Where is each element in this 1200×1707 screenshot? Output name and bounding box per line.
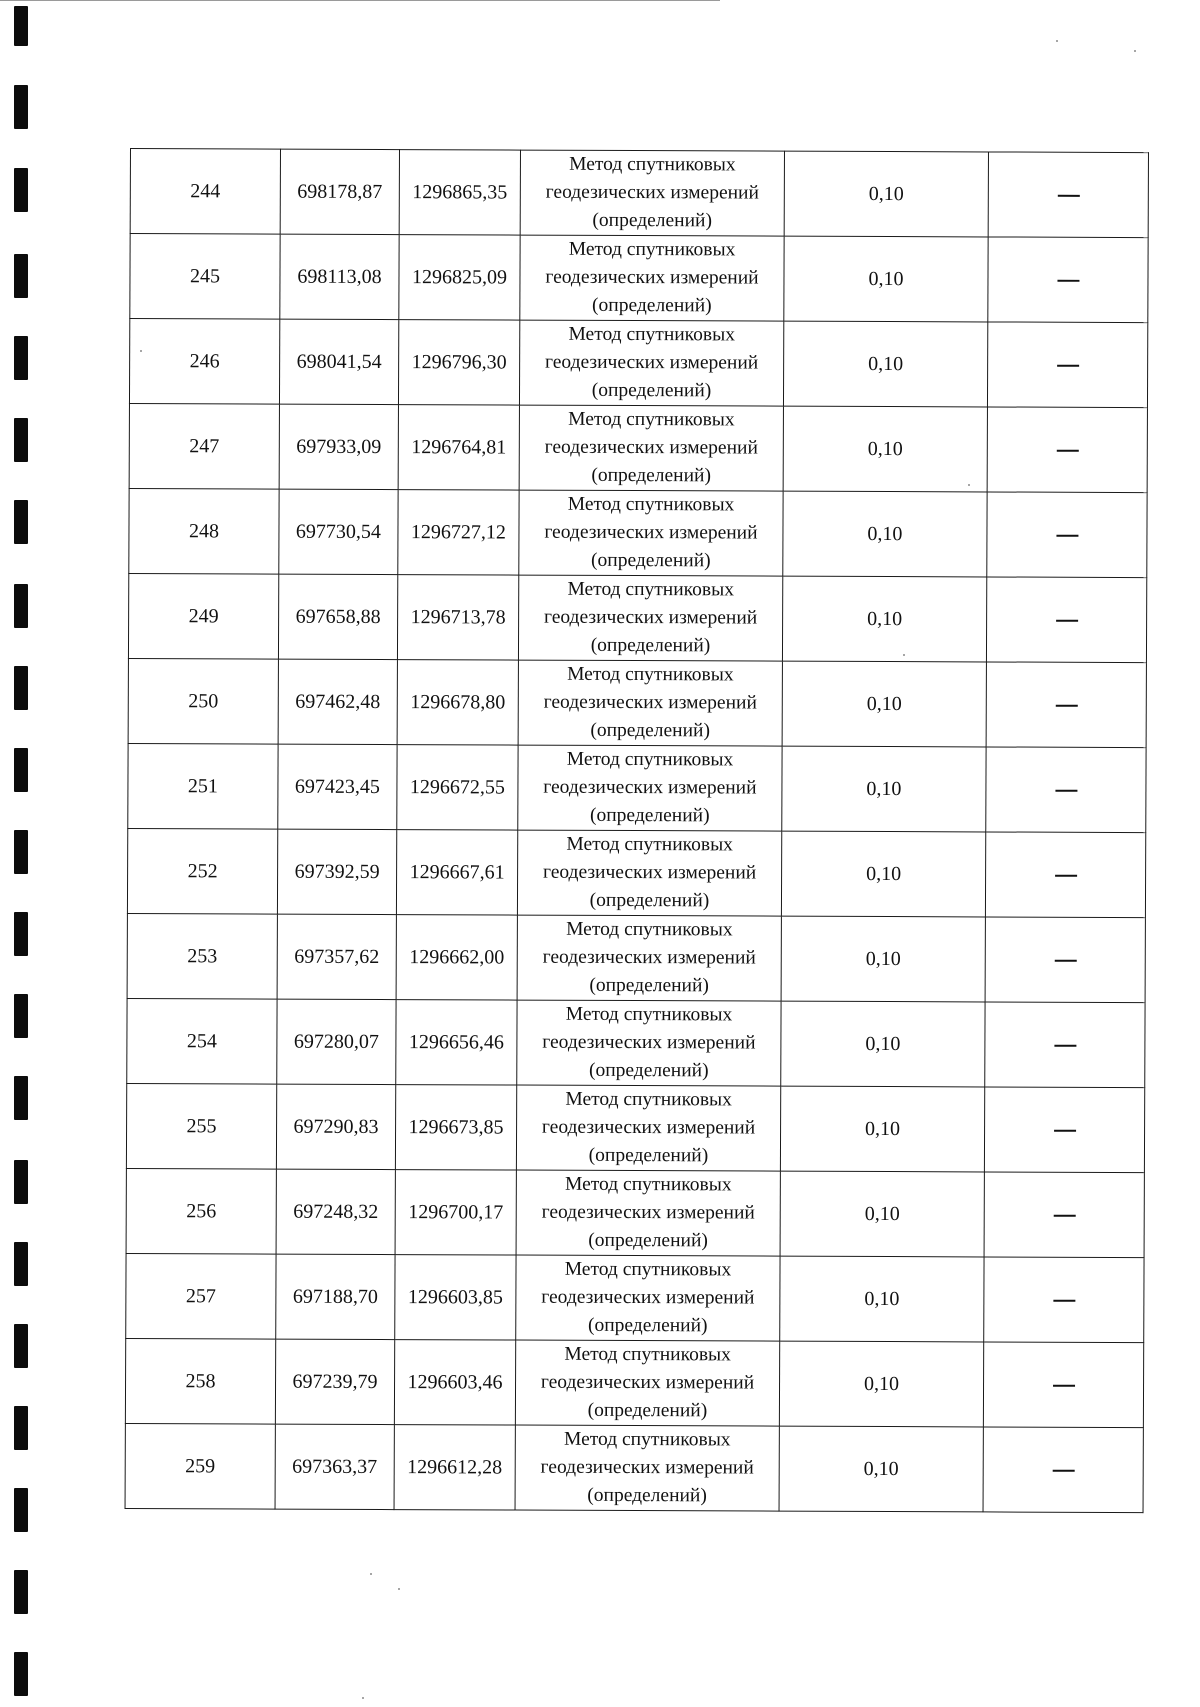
point-number-cell: 257 bbox=[126, 1253, 276, 1339]
coordinate-x-cell: 697357,62 bbox=[277, 914, 396, 999]
method-text-line: геодезических измерений bbox=[543, 691, 757, 714]
punch-hole-mark bbox=[14, 418, 28, 462]
dash-mark bbox=[1055, 875, 1077, 877]
method-text-line: Метод спутниковых bbox=[568, 323, 736, 346]
coordinate-x-cell: 698178,87 bbox=[280, 149, 399, 234]
note-cell bbox=[984, 1172, 1144, 1258]
table-row bbox=[129, 319, 1147, 408]
point-number-cell: 255 bbox=[126, 1083, 276, 1169]
note-cell bbox=[984, 1257, 1144, 1343]
binding-punch-holes bbox=[14, 0, 30, 1707]
accuracy-cell: 0,10 bbox=[783, 321, 987, 407]
method-text-line: геодезических измерений bbox=[545, 181, 759, 204]
table-row bbox=[128, 573, 1146, 662]
accuracy-cell: 0,10 bbox=[780, 1171, 984, 1257]
point-number-cell: 248 bbox=[129, 488, 279, 574]
coordinate-x-cell: 697933,09 bbox=[279, 404, 398, 489]
coordinate-y-cell: 1296700,17 bbox=[395, 1170, 516, 1255]
table-row bbox=[130, 149, 1148, 238]
coordinate-x-cell: 697239,79 bbox=[275, 1339, 394, 1424]
scan-speck bbox=[140, 350, 142, 352]
page-top-edge-line bbox=[0, 0, 720, 1]
coordinate-x-cell: 698041,54 bbox=[279, 319, 398, 404]
coordinate-x-cell: 697730,54 bbox=[279, 489, 398, 574]
note-cell bbox=[983, 1427, 1143, 1513]
coordinate-x-cell: 697423,45 bbox=[278, 744, 397, 829]
punch-hole-mark bbox=[14, 912, 28, 956]
coordinate-y-cell: 1296603,85 bbox=[395, 1255, 516, 1340]
note-cell bbox=[986, 577, 1146, 663]
coordinates-table bbox=[125, 148, 1149, 1513]
punch-hole-mark bbox=[14, 666, 28, 710]
note-cell bbox=[985, 832, 1145, 918]
method-cell bbox=[520, 235, 784, 321]
note-cell bbox=[984, 1087, 1144, 1173]
coordinate-y-cell: 1296603,46 bbox=[394, 1340, 515, 1425]
method-cell bbox=[516, 1170, 780, 1256]
dash-mark bbox=[1057, 195, 1079, 197]
coordinate-x-cell: 697280,07 bbox=[277, 999, 396, 1084]
method-text-line: геодезических измерений bbox=[541, 1286, 755, 1309]
method-text-line: геодезических измерений bbox=[544, 436, 758, 459]
table-row bbox=[125, 1423, 1143, 1512]
method-text-line: (определений) bbox=[587, 1484, 707, 1507]
punch-hole-mark bbox=[14, 830, 28, 874]
method-text-line: Метод спутниковых bbox=[566, 833, 733, 856]
coordinate-y-cell: 1296713,78 bbox=[397, 575, 518, 660]
method-cell bbox=[519, 320, 783, 406]
point-number-cell: 247 bbox=[129, 403, 279, 489]
coordinate-y-cell: 1296667,61 bbox=[396, 830, 517, 915]
coordinate-x-cell: 697248,32 bbox=[276, 1169, 395, 1254]
accuracy-cell: 0,10 bbox=[783, 406, 987, 492]
table-row bbox=[127, 913, 1145, 1002]
dash-mark bbox=[1054, 960, 1076, 962]
punch-hole-mark bbox=[14, 168, 28, 212]
dash-mark bbox=[1055, 790, 1077, 792]
coordinate-y-cell: 1296612,28 bbox=[394, 1425, 515, 1510]
method-text-line: геодезических измерений bbox=[542, 946, 756, 969]
table-row bbox=[126, 1083, 1144, 1172]
point-number-cell: 259 bbox=[125, 1423, 275, 1509]
coordinate-x-cell: 697462,48 bbox=[278, 659, 397, 744]
accuracy-cell: 0,10 bbox=[782, 746, 986, 832]
method-cell bbox=[518, 745, 782, 831]
method-cell bbox=[516, 1085, 780, 1171]
punch-hole-mark bbox=[14, 1488, 28, 1532]
accuracy-cell: 0,10 bbox=[782, 576, 986, 662]
method-text-line: Метод спутниковых bbox=[565, 1088, 732, 1111]
method-cell bbox=[518, 660, 782, 746]
punch-hole-mark bbox=[14, 336, 28, 380]
accuracy-cell: 0,10 bbox=[784, 151, 988, 237]
table-row bbox=[127, 828, 1145, 917]
scan-speck bbox=[370, 1573, 372, 1575]
punch-hole-mark bbox=[14, 1076, 28, 1120]
table-row bbox=[127, 998, 1145, 1087]
punch-hole-mark bbox=[14, 85, 28, 129]
point-number-cell: 251 bbox=[128, 743, 278, 829]
coordinate-y-cell: 1296865,35 bbox=[399, 150, 520, 235]
dash-mark bbox=[1053, 1300, 1075, 1302]
method-text-line: (определений) bbox=[588, 1144, 709, 1167]
method-text-line: Метод спутниковых bbox=[565, 1173, 732, 1196]
scan-speck bbox=[903, 654, 905, 656]
table-row bbox=[125, 1338, 1143, 1427]
method-cell bbox=[515, 1340, 779, 1426]
method-text-line: (определений) bbox=[589, 974, 709, 997]
scan-speck bbox=[398, 1588, 400, 1590]
punch-hole-mark bbox=[14, 1570, 28, 1614]
method-text-line: геодезических измерений bbox=[540, 1371, 755, 1394]
dash-mark bbox=[1054, 1130, 1076, 1132]
point-number-cell: 256 bbox=[126, 1168, 276, 1254]
method-text-line: (определений) bbox=[590, 634, 711, 657]
point-number-cell: 249 bbox=[128, 573, 278, 659]
accuracy-cell: 0,10 bbox=[781, 916, 985, 1002]
dash-mark bbox=[1054, 1045, 1076, 1047]
point-number-cell: 244 bbox=[130, 149, 280, 235]
point-number-cell: 258 bbox=[125, 1338, 275, 1424]
method-cell bbox=[518, 575, 782, 661]
method-text-line: геодезических измерений bbox=[544, 351, 759, 374]
table-row bbox=[129, 488, 1147, 577]
scan-speck bbox=[362, 1697, 364, 1699]
method-text-line: (определений) bbox=[588, 1059, 709, 1082]
method-cell bbox=[517, 915, 781, 1001]
coordinate-y-cell: 1296796,30 bbox=[398, 320, 519, 405]
table-row bbox=[126, 1168, 1144, 1257]
coordinate-y-cell: 1296825,09 bbox=[399, 235, 520, 320]
method-text-line: (определений) bbox=[591, 464, 712, 487]
method-cell bbox=[517, 830, 781, 916]
method-text-line: геодезических измерений bbox=[543, 606, 758, 629]
coordinate-x-cell: 697392,59 bbox=[277, 829, 396, 914]
table-row bbox=[128, 658, 1146, 747]
accuracy-cell: 0,10 bbox=[780, 1256, 984, 1342]
scan-speck bbox=[968, 484, 970, 486]
dash-mark bbox=[1056, 620, 1078, 622]
coordinates-table-body bbox=[125, 149, 1148, 1513]
punch-hole-mark bbox=[14, 584, 28, 628]
punch-hole-mark bbox=[14, 500, 28, 544]
coordinate-y-cell: 1296656,46 bbox=[396, 1000, 517, 1085]
punch-hole-mark bbox=[14, 1324, 28, 1368]
punch-hole-mark bbox=[14, 1406, 28, 1450]
method-text-line: геодезических измерений bbox=[540, 1456, 754, 1479]
note-cell bbox=[985, 917, 1145, 1003]
dash-mark bbox=[1056, 450, 1078, 452]
accuracy-cell: 0,10 bbox=[781, 1001, 985, 1087]
table-row bbox=[130, 234, 1148, 323]
method-text-line: Метод спутниковых bbox=[566, 918, 733, 941]
method-cell bbox=[515, 1425, 779, 1511]
punch-hole-mark bbox=[14, 1242, 28, 1286]
accuracy-cell: 0,10 bbox=[782, 661, 986, 747]
coordinate-x-cell: 697290,83 bbox=[276, 1084, 395, 1169]
table-row bbox=[129, 403, 1147, 492]
coordinate-y-cell: 1296764,81 bbox=[398, 405, 519, 490]
accuracy-cell: 0,10 bbox=[779, 1426, 983, 1512]
coordinate-y-cell: 1296678,80 bbox=[397, 660, 518, 745]
method-text-line: (определений) bbox=[592, 294, 712, 317]
coordinate-x-cell: 697658,88 bbox=[278, 574, 397, 659]
note-cell bbox=[986, 662, 1146, 748]
dash-mark bbox=[1056, 535, 1078, 537]
dash-mark bbox=[1053, 1385, 1075, 1387]
coordinate-y-cell: 1296662,00 bbox=[396, 915, 517, 1000]
method-text-line: Метод спутниковых bbox=[568, 238, 736, 261]
note-cell bbox=[987, 322, 1147, 408]
point-number-cell: 254 bbox=[127, 998, 277, 1084]
method-text-line: (определений) bbox=[591, 549, 711, 572]
method-text-line: (определений) bbox=[588, 1229, 708, 1252]
note-cell bbox=[986, 747, 1146, 833]
method-text-line: геодезических измерений bbox=[544, 521, 758, 544]
coordinate-y-cell: 1296672,55 bbox=[397, 745, 518, 830]
accuracy-cell: 0,10 bbox=[780, 1086, 984, 1172]
point-number-cell: 252 bbox=[127, 828, 277, 914]
method-text-line: (определений) bbox=[587, 1399, 708, 1422]
scan-speck bbox=[1056, 40, 1058, 42]
method-cell bbox=[519, 490, 783, 576]
method-text-line: геодезических измерений bbox=[541, 1201, 755, 1224]
method-text-line: геодезических измерений bbox=[541, 1116, 756, 1139]
note-cell bbox=[987, 407, 1147, 493]
coordinate-x-cell: 697188,70 bbox=[276, 1254, 395, 1339]
coordinate-y-cell: 1296673,85 bbox=[395, 1085, 516, 1170]
dash-mark bbox=[1055, 705, 1077, 707]
dash-mark bbox=[1057, 280, 1079, 282]
note-cell bbox=[988, 237, 1148, 323]
punch-hole-mark bbox=[14, 1652, 28, 1696]
point-number-cell: 250 bbox=[128, 658, 278, 744]
accuracy-cell: 0,10 bbox=[781, 831, 985, 917]
method-text-line: Метод спутниковых bbox=[566, 748, 734, 771]
method-cell bbox=[517, 1000, 781, 1086]
method-text-line: Метод спутниковых bbox=[564, 1258, 732, 1281]
punch-hole-mark bbox=[14, 6, 28, 46]
method-text-line: (определений) bbox=[589, 804, 710, 827]
method-text-line: Метод спутниковых bbox=[565, 1003, 733, 1026]
method-text-line: Метод спутниковых bbox=[564, 1343, 731, 1366]
table-row bbox=[126, 1253, 1144, 1342]
punch-hole-mark bbox=[14, 254, 28, 298]
coordinate-y-cell: 1296727,12 bbox=[398, 490, 519, 575]
method-text-line: Метод спутниковых bbox=[564, 1428, 731, 1451]
note-cell bbox=[988, 152, 1148, 238]
method-text-line: геодезических измерений bbox=[542, 1031, 756, 1054]
method-text-line: Метод спутниковых bbox=[569, 153, 736, 176]
method-text-line: Метод спутниковых bbox=[567, 663, 734, 686]
point-number-cell: 245 bbox=[130, 234, 280, 320]
method-text-line: геодезических измерений bbox=[545, 266, 759, 289]
note-cell bbox=[985, 1002, 1145, 1088]
method-text-line: (определений) bbox=[590, 719, 711, 742]
accuracy-cell: 0,10 bbox=[779, 1341, 983, 1427]
punch-hole-mark bbox=[14, 994, 28, 1038]
punch-hole-mark bbox=[14, 748, 28, 792]
method-text-line: геодезических измерений bbox=[543, 776, 757, 799]
table-row bbox=[128, 743, 1146, 832]
dash-mark bbox=[1052, 1470, 1074, 1472]
dash-mark bbox=[1057, 365, 1079, 367]
method-text-line: (определений) bbox=[592, 209, 713, 232]
accuracy-cell: 0,10 bbox=[784, 236, 988, 322]
method-cell bbox=[520, 150, 784, 236]
note-cell bbox=[987, 492, 1147, 578]
method-text-line: Метод спутниковых bbox=[567, 578, 735, 601]
method-text-line: Метод спутниковых bbox=[568, 408, 735, 431]
point-number-cell: 253 bbox=[127, 913, 277, 999]
method-cell bbox=[519, 405, 783, 491]
scan-speck bbox=[1134, 50, 1136, 52]
coordinate-x-cell: 697363,37 bbox=[275, 1424, 394, 1509]
method-cell bbox=[516, 1255, 780, 1341]
point-number-cell: 246 bbox=[129, 319, 279, 405]
method-text-line: (определений) bbox=[589, 889, 710, 912]
dash-mark bbox=[1053, 1215, 1075, 1217]
accuracy-cell: 0,10 bbox=[783, 491, 987, 577]
note-cell bbox=[983, 1342, 1143, 1428]
method-text-line: (определений) bbox=[587, 1314, 708, 1337]
method-text-line: Метод спутниковых bbox=[567, 493, 735, 516]
method-text-line: геодезических измерений bbox=[542, 861, 757, 884]
punch-hole-mark bbox=[14, 1160, 28, 1204]
method-text-line: (определений) bbox=[591, 379, 712, 402]
coordinate-x-cell: 698113,08 bbox=[280, 234, 399, 319]
